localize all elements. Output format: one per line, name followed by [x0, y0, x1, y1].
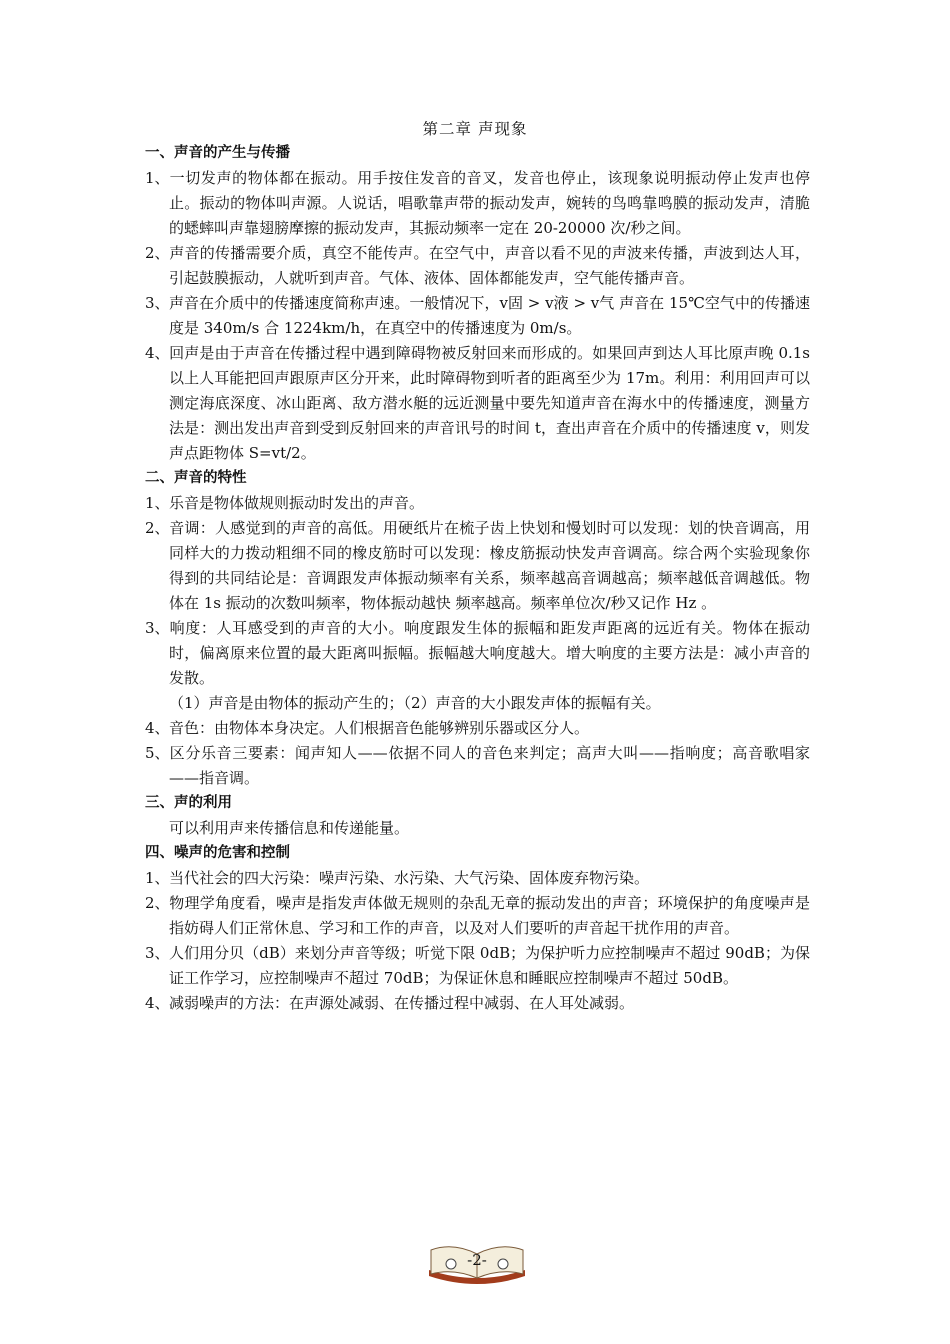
item-text: 区分乐音三要素：闻声知人——依据不同人的音色来判定；高声大叫——指响度；高音歌唱家——指音调。: [169, 744, 810, 787]
list-item: [145, 516, 810, 616]
list-item: [145, 741, 810, 791]
item-text: 减弱噪声的方法：在声源处减弱、在传播过程中减弱、在人耳处减弱。: [169, 994, 635, 1012]
list-item: [145, 491, 810, 516]
list-item: [145, 891, 810, 941]
item-number: 2、: [145, 244, 170, 262]
section-heading: 一、声音的产生与传播: [145, 145, 290, 161]
section-heading: 四、噪声的危害和控制: [145, 845, 290, 861]
list-item: [145, 716, 810, 741]
item-number: 4、: [145, 344, 170, 362]
item-text: 人们用分贝（dB）来划分声音等级；听觉下限 0dB；为保护听力应控制噪声不超过 90dB；为保证工作学习，应控制噪声不超过 70dB；为保证休息和睡眠应控制噪声不超过 50dB。: [169, 944, 810, 987]
item-text: 物理学角度看，噪声是指发声体做无规则的杂乱无章的振动发出的声音；环境保护的角度噪声是指妨碍人们正常休息、学习和工作的声音，以及对人们要听的声音起干扰作用的声音。: [169, 894, 810, 937]
list-item: [145, 866, 810, 891]
page-footer: [425, 1240, 529, 1286]
paragraph: 可以利用声来传播信息和传递能量。: [169, 819, 410, 837]
section-heading: 三、声的利用: [145, 795, 232, 811]
list-item: [145, 341, 810, 466]
list-item: [145, 616, 810, 691]
note-line: （1）声音是由物体的振动产生的；（2）声音的大小跟发声体的振幅有关。: [169, 694, 661, 712]
page-number: -2-: [467, 1251, 487, 1269]
item-number: 3、: [145, 619, 170, 637]
item-number: 3、: [145, 294, 170, 312]
item-number: 4、: [145, 719, 170, 737]
chapter-title: 第二章 声现象: [422, 120, 528, 138]
item-number: 5、: [145, 744, 170, 762]
item-number: 1、: [145, 494, 170, 512]
list-item: [145, 291, 810, 341]
list-item: [145, 241, 810, 291]
item-text: 声音的传播需要介质，真空不能传声。在空气中，声音以看不见的声波来传播，声波到达人耳，引起鼓膜振动，人就听到声音。气体、液体、固体都能发声，空气能传播声音。: [169, 244, 810, 287]
item-text: 一切发声的物体都在振动。用手按住发音的音叉，发音也停止，该现象说明振动停止发声也停止。振动的物体叫声源。人说话，唱歌靠声带的振动发声，婉转的鸟鸣靠鸣膜的振动发声，清脆的蟋蟀叫声靠翅膀摩擦的振动发声，其振动频率一定在 20-20000 次/秒之间。: [169, 169, 810, 237]
list-item: [145, 941, 810, 991]
item-text: 回声是由于声音在传播过程中遇到障碍物被反射回来而形成的。如果回声到达人耳比原声晚 0.1s 以上人耳能把回声跟原声区分开来，此时障碍物到听者的距离至少为 17m。利用：利用回声可以测定海底深度、冰山距离、敌方潜水艇的远近测量中要先知道声音在海水中的传播速度，测量方法是：测出发出声音到受到反射回来的声音讯号的时间 t，查出声音在介质中的传播速度 v，则发声点距物体 S=vt/2。: [169, 344, 810, 462]
item-text: 音色：由物体本身决定。人们根据音色能够辨别乐器或区分人。: [169, 719, 590, 737]
item-text: 音调：人感觉到的声音的高低。用硬纸片在梳子齿上快划和慢划时可以发现：划的快音调高，用同样大的力拨动粗细不同的橡皮筋时可以发现：橡皮筋振动快发声音调高。综合两个实验现象你得到的共同结论是：音调跟发声体振动频率有关系，频率越高音调越高；频率越低音调越低。物体在 1s 振动的次数叫频率，物体振动越快 频率越高。频率单位次/秒又记作 Hz 。: [169, 519, 810, 612]
item-text: 当代社会的四大污染：噪声污染、水污染、大气污染、固体废弃物污染。: [169, 869, 650, 887]
list-item: [145, 166, 810, 241]
section-heading: 二、声音的特性: [145, 470, 247, 486]
document-body: [145, 141, 810, 1016]
item-number: 3、: [145, 944, 170, 962]
item-number: 2、: [145, 894, 170, 912]
item-number: 1、: [145, 169, 170, 187]
item-number: 4、: [145, 994, 170, 1012]
item-text: 响度：人耳感受到的声音的大小。响度跟发生体的振幅和距发声距离的远近有关。物体在振动时，偏离原来位置的最大距离叫振幅。振幅越大响度越大。增大响度的主要方法是：减小声音的发散。: [169, 619, 810, 687]
item-number: 2、: [145, 519, 170, 537]
item-text: 乐音是物体做规则振动时发出的声音。: [169, 494, 425, 512]
list-item: [145, 991, 810, 1016]
item-number: 1、: [145, 869, 170, 887]
item-text: 声音在介质中的传播速度简称声速。一般情况下，v固 > v液 > v气 声音在 15℃空气中的传播速度是 340m/s 合 1224km/h，在真空中的传播速度为 0m/s。: [169, 294, 810, 337]
